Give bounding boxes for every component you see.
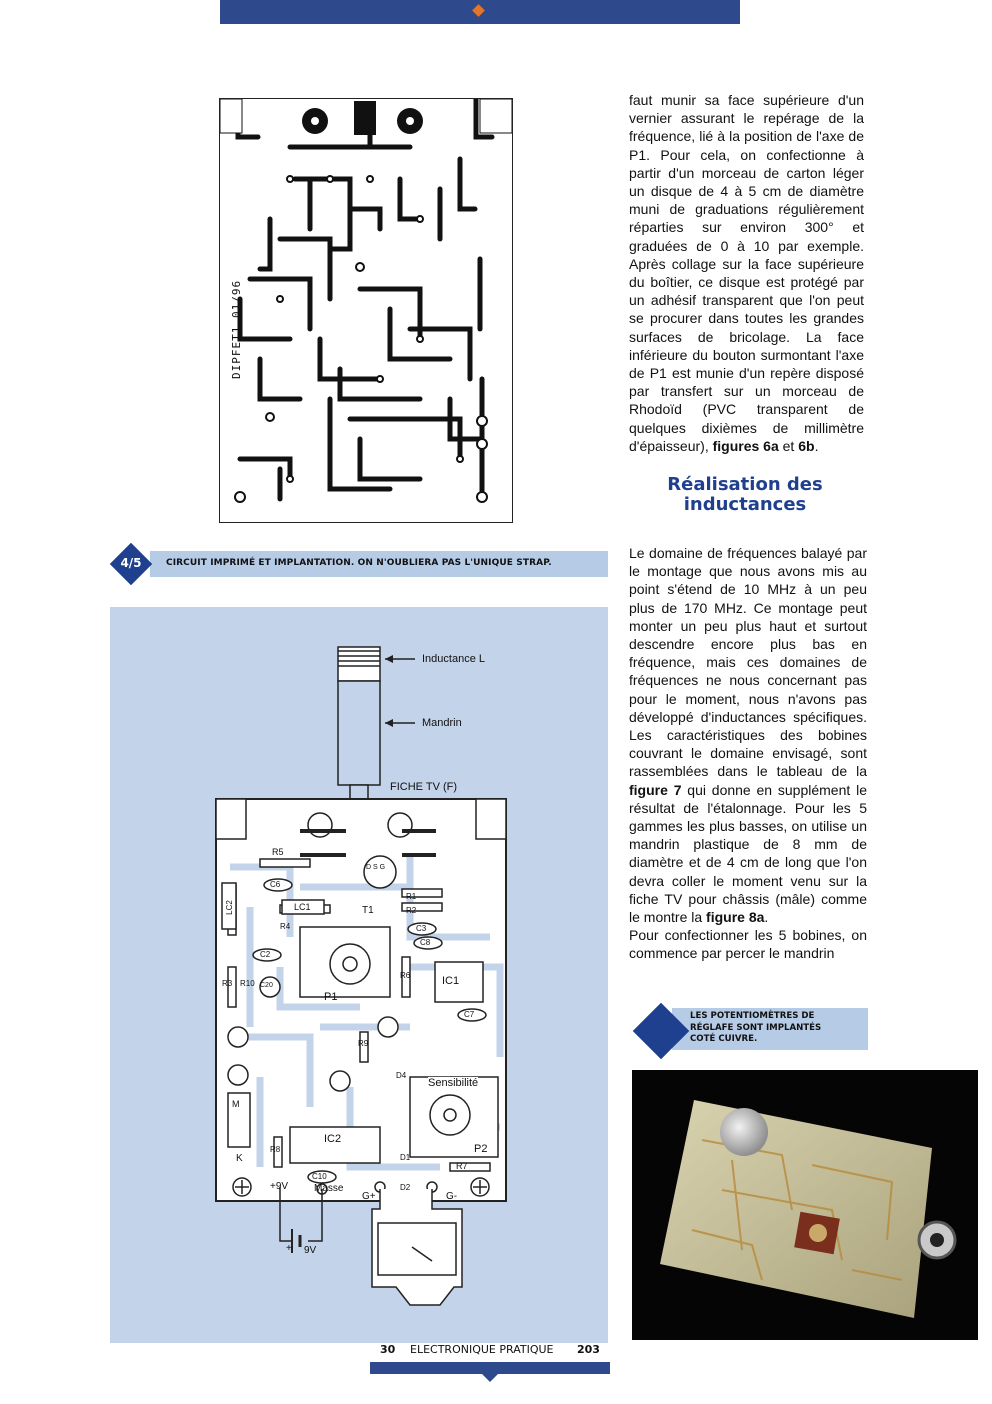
label-r10: R10 [240, 979, 255, 988]
figure-caption: CIRCUIT IMPRIMÉ ET IMPLANTATION. ON N'OUBLIERA PAS L'UNIQUE STRAP. [166, 558, 552, 568]
label-r1: R1 [406, 892, 417, 901]
heading-line-2: inductances [683, 494, 807, 515]
figure-ref-6b: 6b [798, 437, 815, 454]
figure-number: 4/5 [120, 556, 142, 570]
label-gminus: G- [446, 1191, 458, 1202]
label-ic2: IC2 [324, 1133, 342, 1145]
photo-caption-line-2: RÉGLAFE SONT IMPLANTÉS [690, 1022, 822, 1033]
paragraph-vernier [629, 91, 864, 455]
paragraph-text: faut munir sa face supérieure d'un vernier assurant le repérage de la fréquence, lié à la position de l'axe de P1. Pour cela, on confectionne à partir d'un morceau de carton léger un disque de 4 à 5 cm de diamètre muni de graduations régulièrement réparties sur environ 300° et graduées de 0 à 10 par exemple. Après collage sur la face supérieure du boîtier, ce disque est protégé par un adhésif transparent que l'on peut se procurer dans toutes les grandes surfaces de bricolage. La face inférieure du bouton surmontant l'axe de P1 est munie d'un repère disposé par transfert sur un morceau de Rhodoïd (PVC transparent de quelques dixièmes de millimètre d'épaisseur), [629, 92, 864, 454]
label-c8: C8 [420, 938, 431, 947]
label-r8: R8 [270, 1145, 281, 1154]
text-fragment: et [778, 437, 799, 454]
label-d2: D2 [400, 1183, 411, 1192]
photo-badge-diamond [633, 1003, 690, 1060]
text-fragment: . [814, 437, 819, 454]
label-r5: R5 [272, 847, 284, 857]
bottom-triangle-ornament [482, 1374, 498, 1382]
label-lc2: LC2 [224, 900, 234, 915]
photo-caption-line-3: COTÉ CUIVRE. [690, 1034, 758, 1044]
top-diamond-ornament [472, 4, 485, 17]
photo-badge [632, 1002, 690, 1060]
page-number: 30 [380, 1343, 396, 1356]
label-mandrin: Mandrin [422, 717, 462, 729]
figure-ref-6a: figures 6a [712, 437, 779, 454]
label-c10: C10 [312, 1172, 327, 1181]
label-r2: R2 [406, 906, 417, 915]
photo-caption-line-1: LES POTENTIOMÈTRES DE [690, 1011, 815, 1021]
label-lc1: LC1 [294, 902, 311, 912]
label-c7: C7 [464, 1010, 475, 1019]
label-p2: P2 [474, 1143, 488, 1155]
label-battery-plus: + [286, 1243, 292, 1254]
label-d4: D4 [396, 1071, 407, 1080]
paragraph-frequencies [629, 544, 867, 926]
label-c3: C3 [416, 924, 427, 933]
label-k: K [236, 1153, 243, 1164]
figure-caption-bar [150, 551, 608, 577]
board-photo-image [632, 1070, 978, 1340]
label-r4: R4 [280, 922, 291, 931]
text-column-top [629, 91, 864, 455]
pcb-traces [220, 99, 512, 522]
pcb-label: DIPFET1 01/96 [230, 279, 243, 379]
top-bar [220, 0, 740, 24]
heading-line-1: Réalisation des [667, 474, 823, 495]
label-d1: D1 [400, 1153, 411, 1162]
label-gplus: G+ [362, 1191, 376, 1202]
label-sensibilite: Sensibilité [428, 1077, 479, 1089]
photo-caption [690, 1011, 821, 1046]
board-photo [632, 1070, 978, 1340]
component-layout-diagram [110, 607, 608, 1343]
issue-number: 203 [577, 1343, 600, 1356]
component-layout-drawing [110, 607, 608, 1343]
paragraph-bobines: Pour confectionner les 5 bobines, on commence par percer le mandrin [629, 927, 867, 962]
figure-ref-7: figure 7 [629, 781, 682, 798]
label-dsg: D S G [366, 864, 386, 871]
magazine-name: ELECTRONIQUE PRATIQUE [410, 1343, 554, 1356]
label-m: M [232, 1099, 240, 1109]
label-r6: R6 [400, 971, 411, 980]
label-ic1: IC1 [442, 975, 460, 987]
label-r7: R7 [456, 1161, 468, 1171]
label-inductance: Inductance L [422, 653, 485, 665]
label-c2: C2 [260, 950, 271, 959]
label-r9: R9 [358, 1039, 369, 1048]
photo-caption-bar [672, 1008, 868, 1050]
label-p1: P1 [324, 991, 338, 1003]
text-fragment: qui donne en supplément le résultat de l'étalonnage. Pour les 5 gammes les plus basses, on utilise un mandrin plastique de 8 mm de diamètre et de 4 cm de long que l'on devra coller le moment venu sur la fiche TV pour châssis (mâle) comme le montre la [629, 781, 867, 926]
label-t1: T1 [362, 905, 374, 916]
label-masse: Masse [314, 1183, 344, 1194]
label-battery: 9V [304, 1245, 317, 1256]
pcb-copper-layout [219, 98, 513, 523]
label-plus9v: +9V [270, 1181, 289, 1192]
figure-ref-8a: figure 8a [706, 909, 765, 926]
text-fragment: . [764, 909, 769, 926]
text-column-bottom [629, 544, 867, 963]
label-fiche-tv: FICHE TV (F) [390, 781, 458, 793]
paragraph-text: Le domaine de fréquences balayé par le montage que nous avons mis au point s'étend de 10 MHz à un peu plus de 170 MHz. Ce montage peut monter un peu plus haut et surtout descendre encore plus bas en fréquence, mais ces domaines de fréquences ne nous concernant pas pour le moment, nous n'avons pas développé d'inductances spécifiques. Les caractéristiques des bobines couvrant le domaine envisagé, sont rassemblées dans le tableau de la [629, 545, 867, 780]
section-heading [630, 475, 860, 515]
label-c6: C6 [270, 880, 281, 889]
label-c20: C20 [260, 982, 273, 989]
figure-badge [110, 543, 152, 585]
label-r3: R3 [222, 979, 233, 988]
page-footer [370, 1343, 610, 1359]
bottom-bar [370, 1362, 610, 1374]
